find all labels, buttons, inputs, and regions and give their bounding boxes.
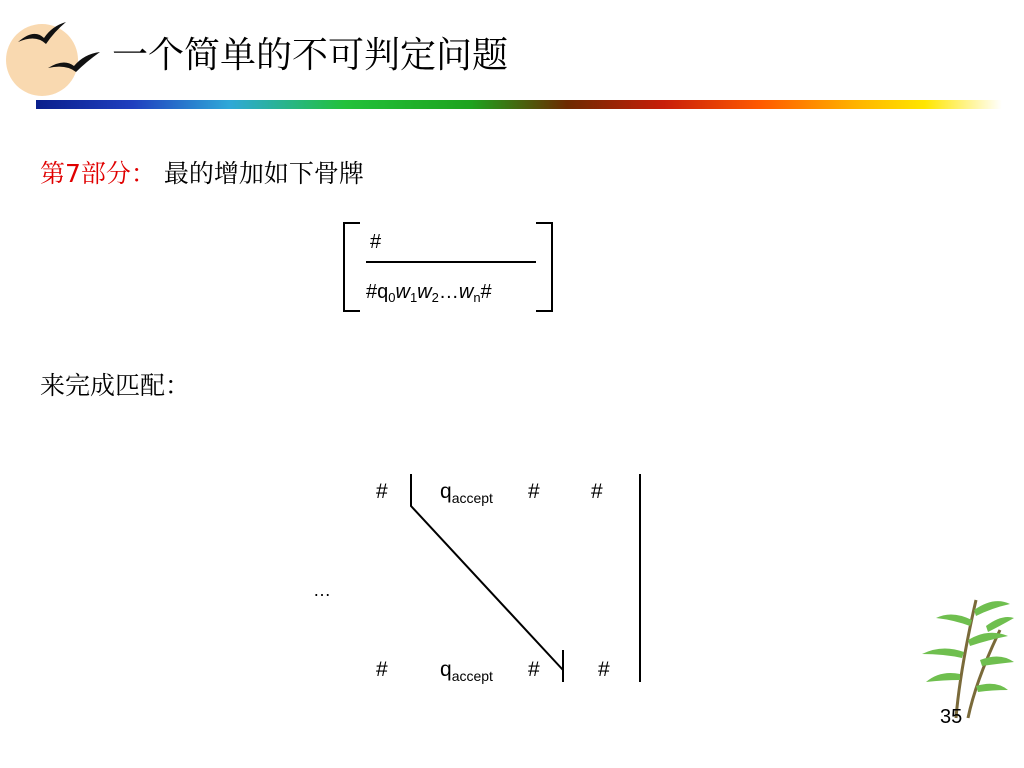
match-top-qaccept <box>440 480 493 504</box>
match-bottom-accept-sub: accept <box>451 668 493 684</box>
part7-colon: ： <box>130 159 156 188</box>
bamboo-icon <box>916 590 1016 720</box>
w2-sub: 2 <box>431 290 439 305</box>
domino-bottom-prefix: #q <box>366 281 389 303</box>
complete-match-label: 来完成匹配： <box>40 371 191 400</box>
match-top-accept-sub: accept <box>451 490 493 506</box>
wn-w: w <box>458 281 474 303</box>
match-bottom-hash-2: # <box>528 658 540 681</box>
match-bottom-hash-1: # <box>376 658 388 681</box>
page-title: 一个简单的不可判定问题 <box>112 35 509 76</box>
domino-right-bracket <box>536 223 552 311</box>
match-top-hash-1: # <box>376 480 388 503</box>
w1-w: w <box>395 281 410 303</box>
q0-sub: 0 <box>388 290 396 305</box>
match-top-hash-3: # <box>591 480 603 503</box>
logo-seagull-icon <box>0 8 112 104</box>
match-top-hash-2: # <box>528 480 540 503</box>
part7-line <box>40 156 364 192</box>
domino-bottom-suffix: # <box>480 281 492 303</box>
match-bottom-qaccept <box>440 658 493 682</box>
part7-label: 第7部分 <box>40 159 131 188</box>
match-bottom-hash-3: # <box>598 658 610 681</box>
logo-circle <box>6 24 78 96</box>
match-bottom-q: q <box>440 658 452 681</box>
title-divider <box>36 100 1002 109</box>
w2-w: w <box>417 281 432 303</box>
domino-bottom <box>366 280 492 304</box>
match-top-q: q <box>440 480 452 503</box>
part7-text: 最的增加如下骨牌 <box>163 159 364 188</box>
domino-top: # <box>370 231 382 253</box>
match-ellipsis: … <box>313 580 331 600</box>
wn-sub: n <box>473 290 481 305</box>
domino-ellipsis: … <box>438 281 459 303</box>
domino-left-bracket <box>344 223 360 311</box>
page-number: 35 <box>940 706 963 728</box>
w1-sub: 1 <box>409 290 418 305</box>
